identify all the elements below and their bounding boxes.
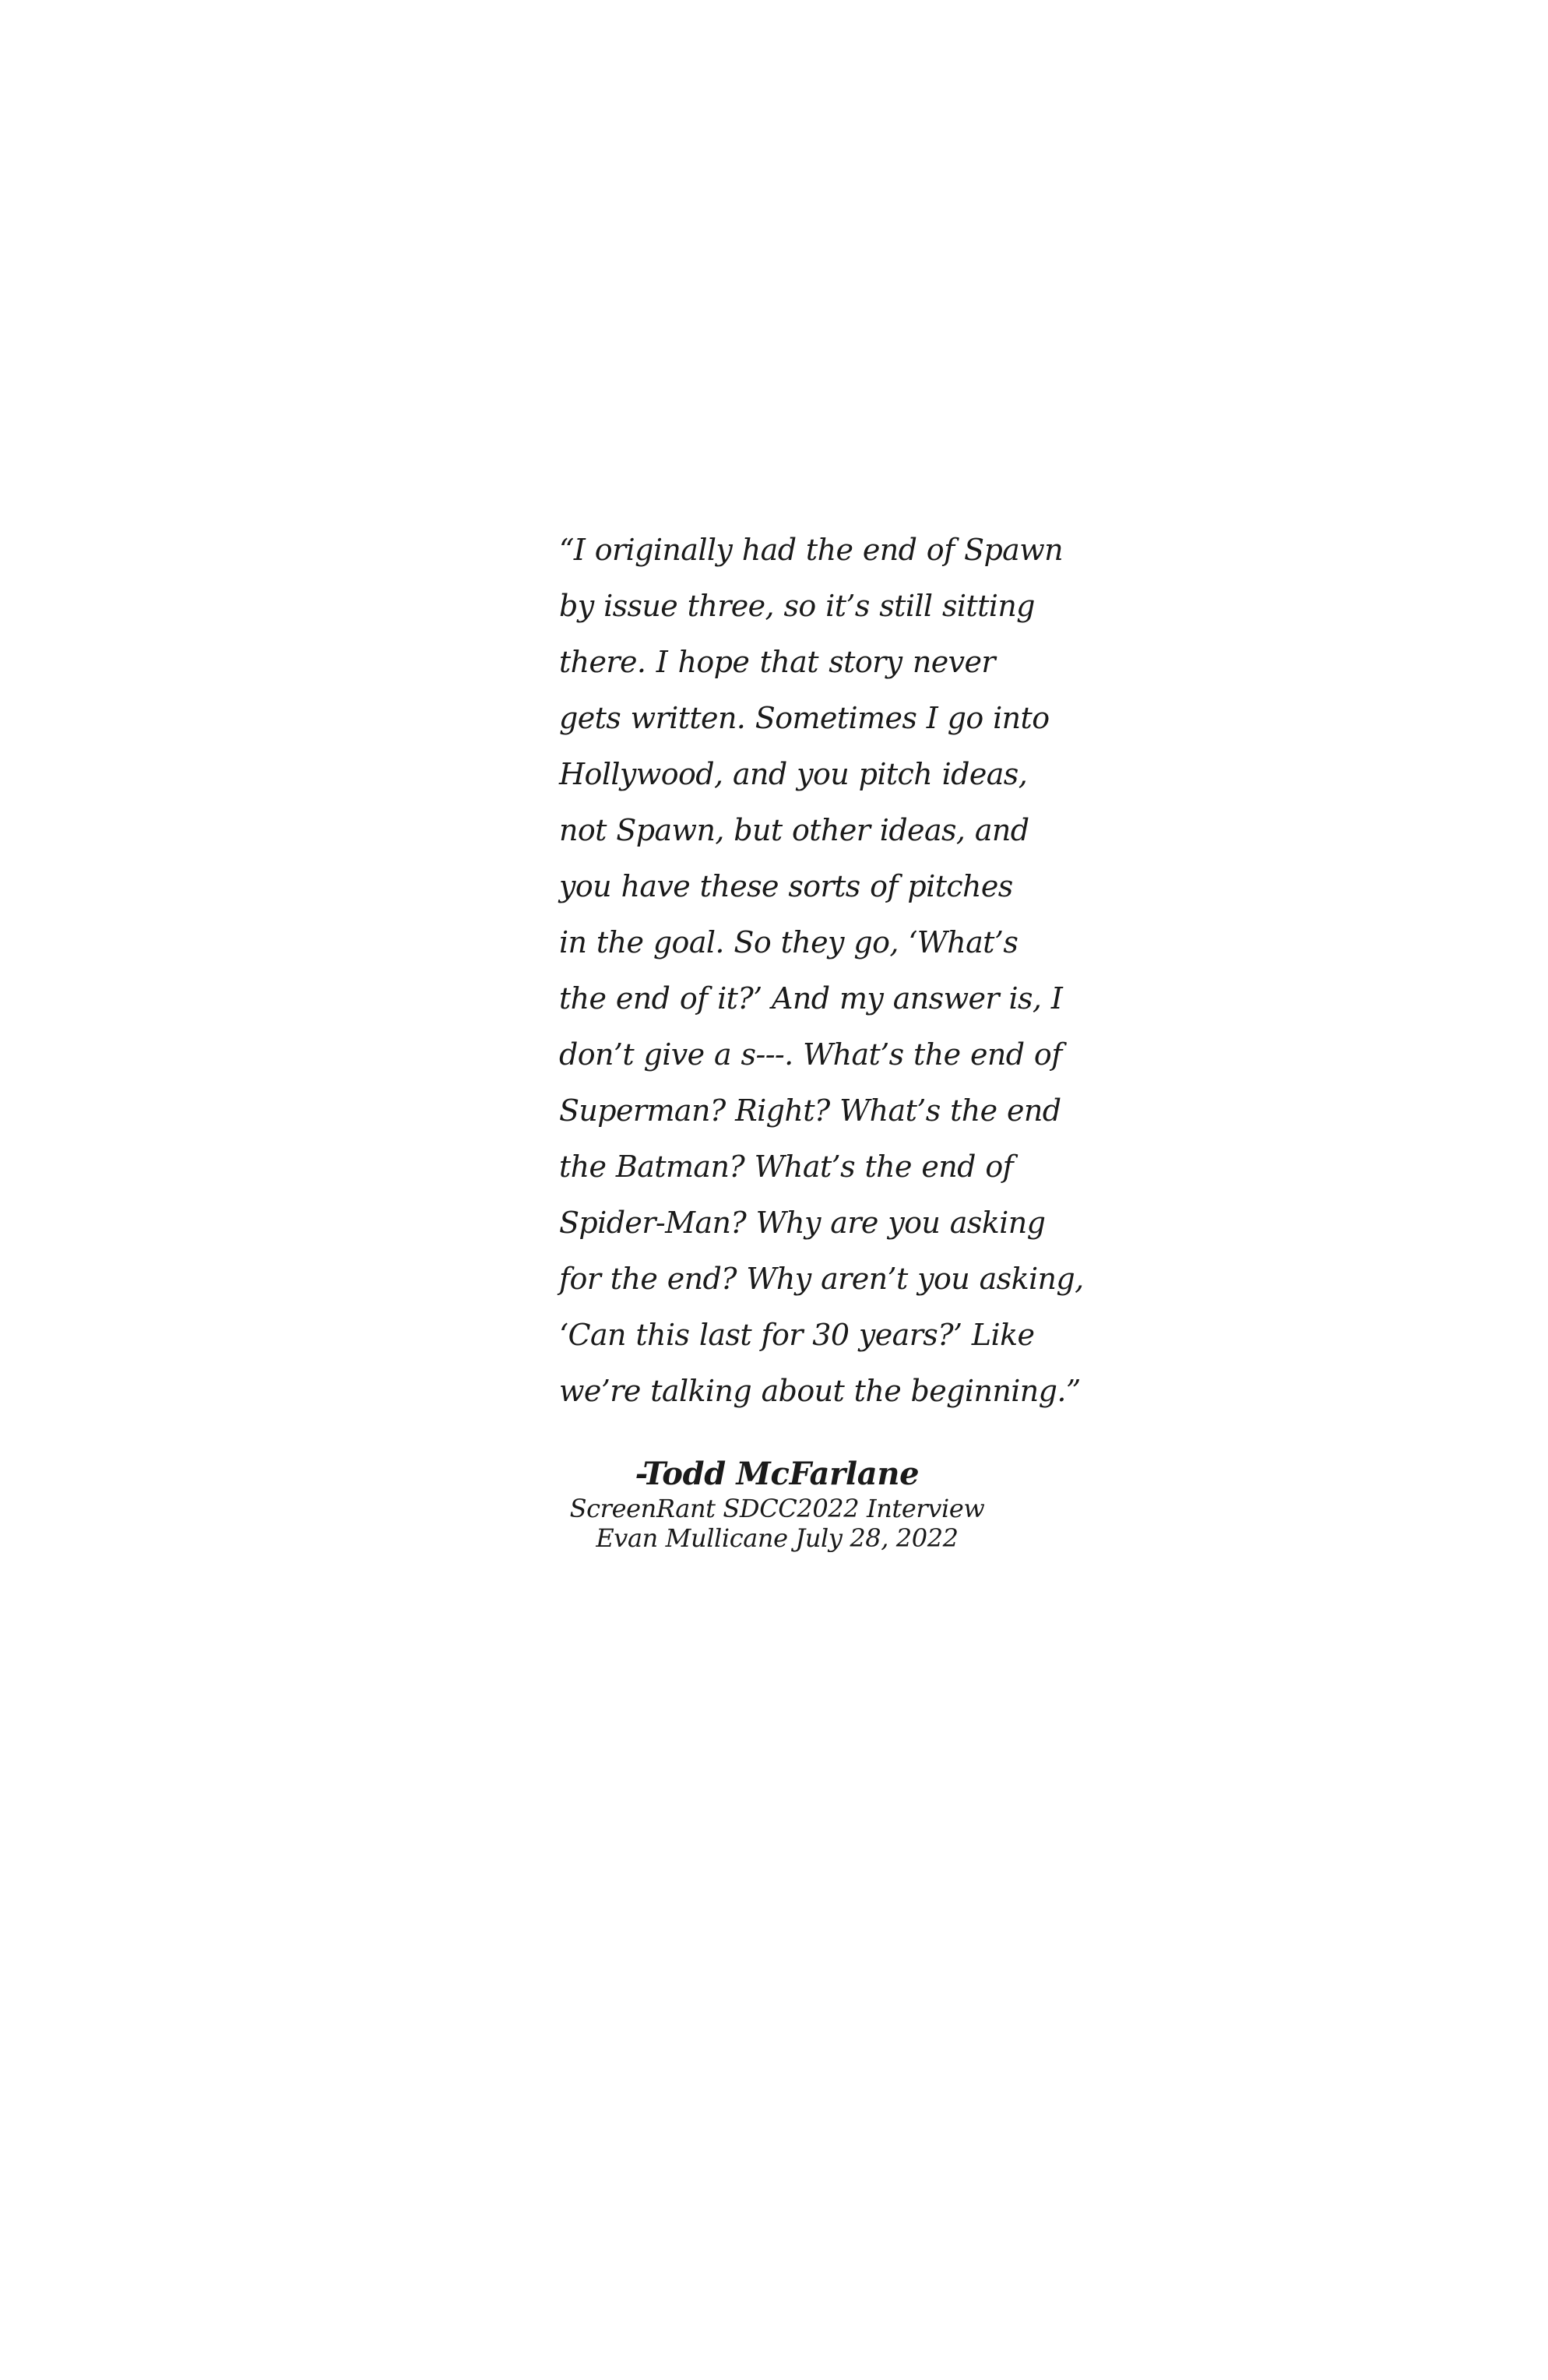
quote-line-12: the Batman? What’s the end of xyxy=(559,1150,1014,1184)
source-publication: ScreenRant SDCC2022 Interview xyxy=(569,1494,985,1523)
quote-line-6: not Spawn, but other ideas, and xyxy=(559,813,1029,847)
quote-line-15: ‘Can this last for 30 years?’ Like xyxy=(559,1318,1035,1352)
quote-line-10: don’t give a s---. What’s the end of xyxy=(559,1037,1062,1072)
quote-attribution xyxy=(559,1455,995,1553)
quote-line-2: by issue three, so it’s still sitting xyxy=(559,589,1035,623)
quote-line-9: the end of it?’ And my answer is, I xyxy=(559,981,1063,1016)
quote-line-11: Superman? Right? What’s the end xyxy=(559,1093,1061,1128)
quote-line-8: in the goal. So they go, ‘What’s xyxy=(559,925,1019,959)
quote-line-5: Hollywood, and you pitch ideas, xyxy=(559,757,1028,791)
quote-line-3: there. I hope that story never xyxy=(559,645,995,679)
quote-line-13: Spider-Man? Why are you asking xyxy=(559,1206,1046,1240)
quote-line-16: we’re talking about the beginning.” xyxy=(559,1374,1081,1408)
quote-line-7: you have these sorts of pitches xyxy=(559,869,1013,903)
quote-line-1: “I originally had the end of Spawn xyxy=(559,533,1064,567)
quote-line-14: for the end? Why aren’t you asking, xyxy=(559,1262,1084,1296)
quote-line-4: gets written. Sometimes I go into xyxy=(559,701,1050,735)
source-byline-date: Evan Mullicane July 28, 2022 xyxy=(596,1523,959,1553)
epigraph-quote xyxy=(559,522,1084,1419)
author-name: -Todd McFarlane xyxy=(635,1456,920,1492)
